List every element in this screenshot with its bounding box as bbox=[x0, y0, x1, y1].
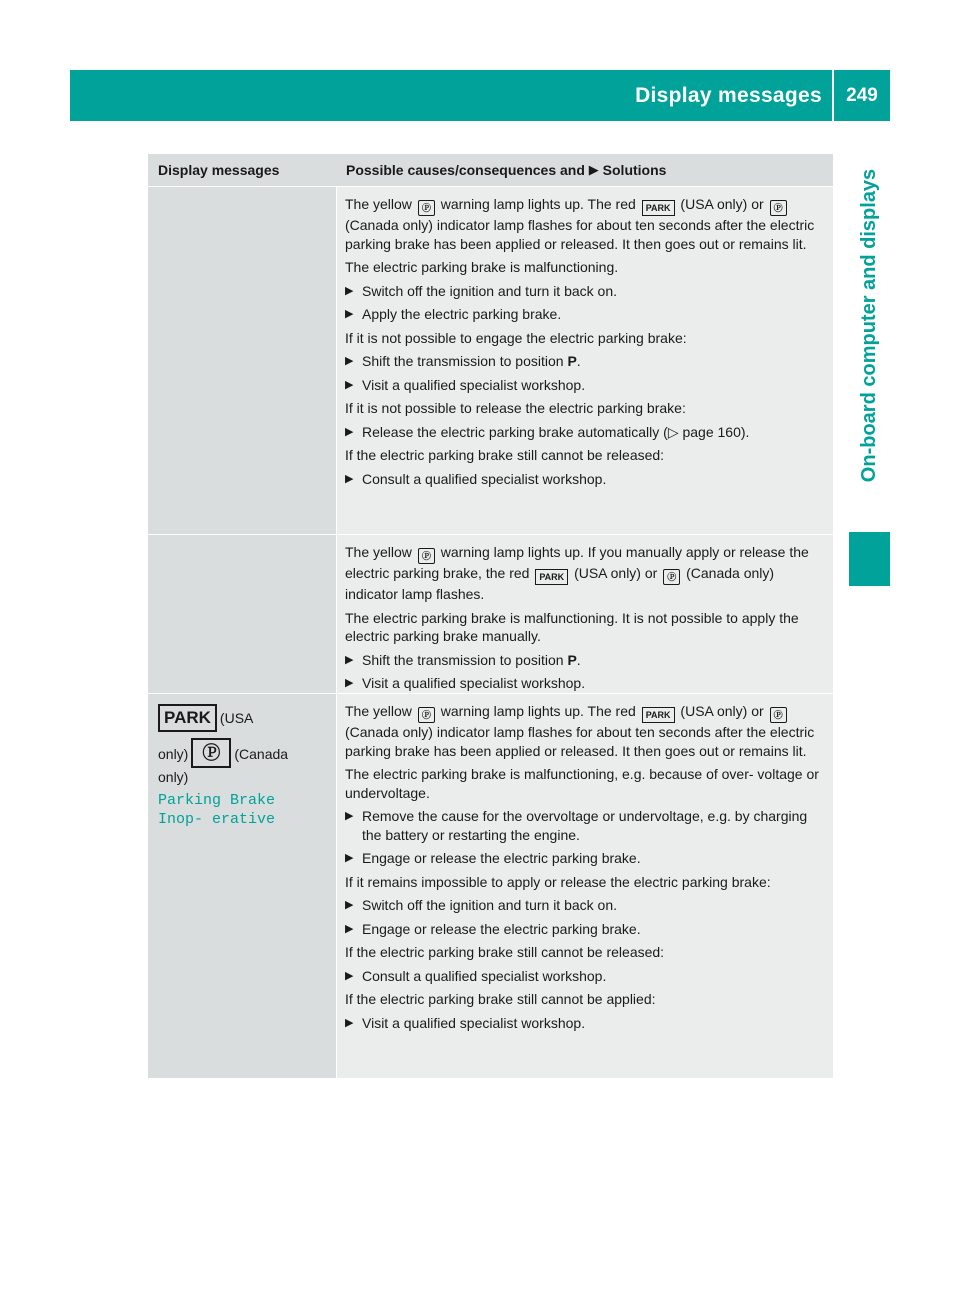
step-arrow-icon: ▶ bbox=[345, 355, 354, 367]
paragraph: If it remains impossible to apply or release the electric parking brake: bbox=[345, 873, 771, 890]
paragraph: The yellow Ⓟ warning lamp lights up. The red PARK (USA only) or Ⓟ (Canada only) indicator lamp flashes for about ten seconds after the electric parking brake has been applied or released. It then goes out or remains lit. bbox=[345, 196, 815, 252]
step: ▶ Engage or release the electric parking brake. bbox=[345, 920, 641, 937]
paragraph: If it is not possible to release the electric parking brake: bbox=[345, 400, 686, 416]
paragraph: The yellow Ⓟ warning lamp lights up. The red PARK (USA only) or Ⓟ (Canada only) indicator lamp flashes for about ten seconds after the electric parking brake has been applied or released. It then goes out or remains lit. bbox=[345, 703, 815, 759]
paragraph: The electric parking brake is malfunctioning. It is not possible to apply the electric parking brake manually. bbox=[345, 609, 799, 644]
step: ▶ Remove the cause for the overvoltage or undervoltage, e.g. by charging the battery or restarting the engine. bbox=[345, 808, 808, 843]
paragraph: If the electric parking brake still cannot be released: bbox=[345, 944, 665, 960]
epb-warning-icon: Ⓟ bbox=[770, 707, 787, 723]
step-arrow-icon: ▶ bbox=[345, 378, 354, 391]
step-arrow-icon: ▶ bbox=[345, 308, 354, 320]
display-symbols: PARK (USA bbox=[158, 704, 328, 732]
column-header-prefix: Possible causes/consequences and bbox=[346, 162, 585, 178]
page-number: 249 bbox=[846, 84, 878, 106]
step: ▶ Consult a qualified specialist workshop. bbox=[345, 470, 607, 487]
arrow-icon: ▶ bbox=[588, 162, 599, 177]
paragraph: If the electric parking brake still cannot be released: bbox=[345, 447, 665, 463]
paragraph: The electric parking brake is malfunctioning. bbox=[345, 259, 619, 275]
causes-cell bbox=[336, 187, 833, 534]
step-arrow-icon: ▶ bbox=[345, 425, 354, 438]
park-indicator-icon: PARK bbox=[642, 707, 675, 723]
display-message-text: Parking Brake Inop‐ erative bbox=[158, 792, 276, 828]
header-title: Display messages bbox=[635, 83, 822, 107]
page-header bbox=[70, 70, 890, 121]
column-header-display: Display messages bbox=[158, 162, 280, 178]
epb-warning-icon: Ⓟ bbox=[418, 707, 435, 723]
table-row bbox=[148, 534, 833, 693]
step: ▶ Shift the transmission to position P. bbox=[345, 651, 581, 668]
table-row bbox=[148, 186, 833, 534]
chapter-tab-label: On-board computer and displays bbox=[858, 168, 881, 483]
step: ▶ Release the electric parking brake automatically (▷ page 160). bbox=[345, 423, 750, 440]
causes-cell bbox=[336, 535, 833, 693]
column-header-causes bbox=[336, 162, 833, 178]
display-cell-empty bbox=[148, 187, 336, 534]
step-arrow-icon: ▶ bbox=[345, 472, 354, 485]
step-arrow-icon: ▶ bbox=[345, 810, 354, 822]
park-indicator-icon: PARK bbox=[158, 704, 217, 732]
paragraph: The electric parking brake is malfunctioning, e.g. because of over- voltage or undervoltage. bbox=[345, 766, 819, 801]
epb-warning-icon: Ⓟ bbox=[663, 569, 680, 585]
messages-table bbox=[148, 154, 833, 1078]
step-arrow-icon: ▶ bbox=[345, 969, 354, 982]
display-cell-empty bbox=[148, 535, 336, 693]
step-arrow-icon: ▶ bbox=[345, 922, 354, 935]
paragraph: If the electric parking brake still cannot be applied: bbox=[345, 991, 656, 1007]
display-cell: PARK (USA only) Ⓟ (Canada only) Parking Brake Inop‐ erative bbox=[148, 694, 336, 1078]
step: ▶ Apply the electric parking brake. bbox=[345, 306, 562, 322]
causes-cell bbox=[336, 694, 833, 1078]
epb-warning-icon: Ⓟ bbox=[770, 200, 787, 216]
step: ▶ Visit a qualified specialist workshop. bbox=[345, 376, 586, 393]
table-header bbox=[148, 154, 833, 186]
paragraph: The yellow Ⓟ warning lamp lights up. If you manually apply or release the electric parking brake, the red PARK (USA only) or Ⓟ (Canada only) indicator lamp flashes. bbox=[345, 544, 809, 602]
chapter-tab bbox=[849, 122, 890, 529]
step: ▶ Consult a qualified specialist workshop. bbox=[345, 967, 607, 984]
step-arrow-icon: ▶ bbox=[345, 653, 354, 666]
park-indicator-icon: PARK bbox=[642, 200, 675, 216]
step-arrow-icon: ▶ bbox=[345, 899, 354, 911]
step-arrow-icon: ▶ bbox=[345, 852, 354, 864]
column-header-suffix: Solutions bbox=[602, 162, 667, 178]
step: ▶ Visit a qualified specialist workshop. bbox=[345, 1014, 586, 1031]
step: ▶ Shift the transmission to position P. bbox=[345, 353, 581, 369]
step-arrow-icon: ▶ bbox=[345, 1016, 354, 1029]
step: ▶ Switch off the ignition and turn it back on. bbox=[345, 282, 618, 299]
step: ▶ Engage or release the electric parking brake. bbox=[345, 850, 641, 866]
epb-warning-icon: Ⓟ bbox=[418, 200, 435, 216]
step: ▶ Visit a qualified specialist workshop. bbox=[345, 675, 586, 691]
step: ▶ Switch off the ignition and turn it back on. bbox=[345, 897, 618, 913]
table-row bbox=[148, 693, 833, 1078]
step-arrow-icon: ▶ bbox=[345, 677, 354, 689]
chapter-marker bbox=[849, 532, 890, 586]
step-arrow-icon: ▶ bbox=[345, 284, 354, 297]
epb-warning-icon: Ⓟ bbox=[191, 738, 231, 768]
epb-warning-icon: Ⓟ bbox=[418, 548, 435, 564]
paragraph: If it is not possible to engage the electric parking brake: bbox=[345, 329, 687, 346]
park-indicator-icon: PARK bbox=[535, 569, 568, 585]
